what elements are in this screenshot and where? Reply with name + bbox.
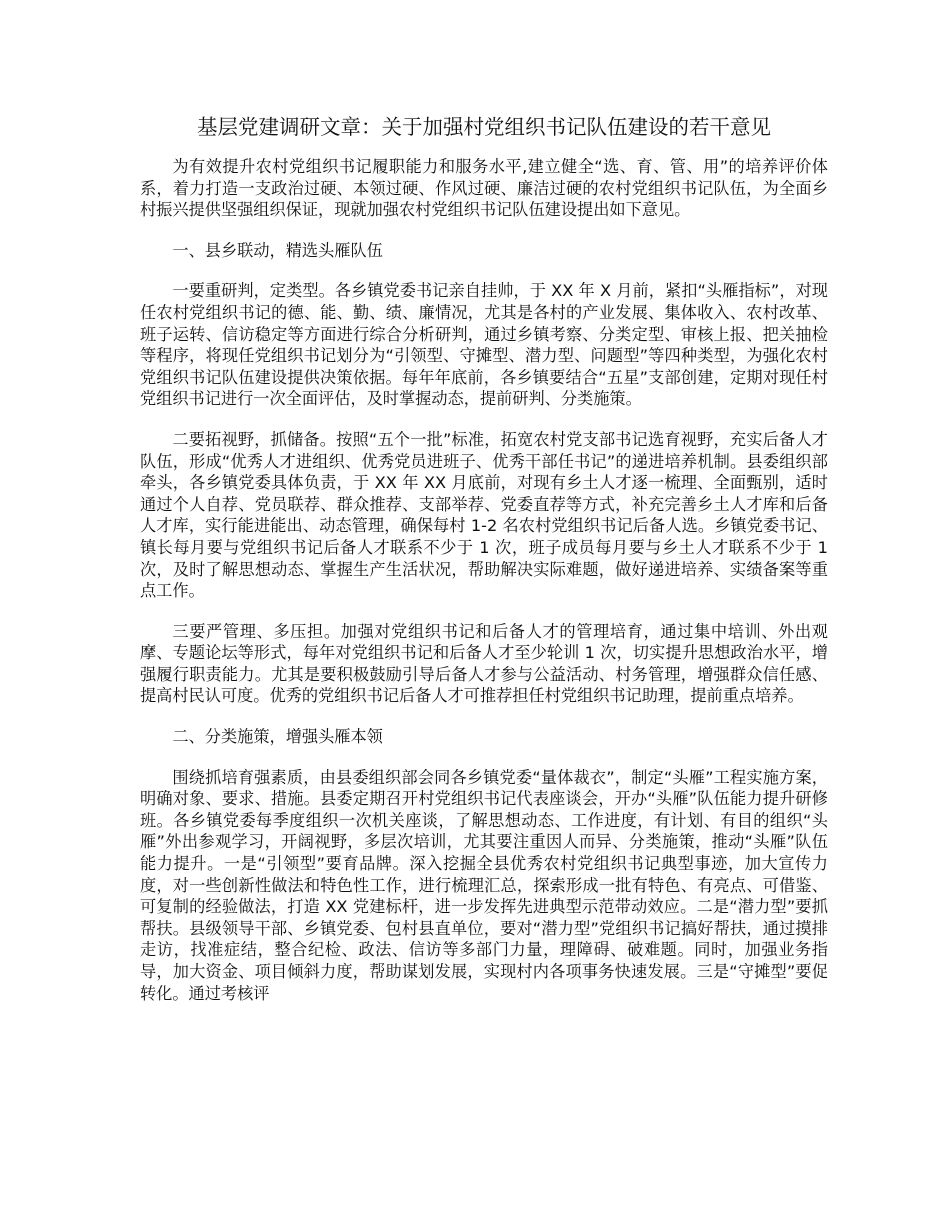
section1-paragraph-2: 二要拓视野，抓储备。按照“五个一批”标准，拓宽农村党支部书记选育视野，充实后备人才队伍，形成“优秀人才进组织、优秀党员进班子、优秀干部任书记”的递进培养机制。县委组织部牵头，各乡镇党委具体负责，于 XX 年 XX 月底前，对现有乡土人才逐一梳理、全面甄别，适时通过个人自荐、党员联荐、群众推荐、支部举荐、党委直荐等方式，补充完善乡土人才库和后备人才库，实行能进能出、动态管理，确保每村 1-2 名农村党组织书记后备人选。乡镇党委书记、镇长每月要与党组织书记后备人才联系不少于 1 次，班子成员每月要与乡土人才联系不少于 1 次，及时了解思想动态、掌握生产生活状况，帮助解决实际难题，做好递进培养、实绩备案等重点工作。 [140,429,828,601]
document-page [140,112,828,1023]
section1-paragraph-1: 一要重研判，定类型。各乡镇党委书记亲自挂帅，于 XX 年 X 月前，紧扣“头雁指标”，对现任农村党组织书记的德、能、勤、绩、廉情况，尤其是各村的产业发展、集体收入、农村改革、班子运转、信访稳定等方面进行综合分析研判，通过乡镇考察、分类定型、审核上报、把关抽检等程序，将现任党组织书记划分为“引领型、守摊型、潜力型、问题型”等四种类型，为强化农村党组织书记队伍建设提供决策依据。每年年底前，各乡镇要结合“五星”支部创建，定期对现任村党组织书记进行一次全面评估，及时掌握动态，提前研判、分类施策。 [140,281,828,409]
section2-paragraph-1: 围绕抓培育强素质，由县委组织部会同各乡镇党委“量体裁衣”，制定“头雁”工程实施方案，明确对象、要求、措施。县委定期召开村党组织书记代表座谈会，开办“头雁”队伍能力提升研修班。各乡镇党委每季度组织一次机关座谈，了解思想动态、工作进度，有计划、有目的组织“头雁”外出参观学习，开阔视野，多层次培训，尤其要注重因人而异、分类施策，推动“头雁”队伍能力提升。一是“引领型”要育品牌。深入挖掘全县优秀农村党组织书记典型事迹，加大宣传力度，对一些创新性做法和特色性工作，进行梳理汇总，探索形成一批有特色、有亮点、可借鉴、可复制的经验做法，打造 XX 党建标杆，进一步发挥先进典型示范带动效应。二是“潜力型”要抓帮扶。县级领导干部、乡镇党委、包村县直单位，要对“潜力型”党组织书记搞好帮扶，通过摸排走访，找准症结，整合纪检、政法、信访等多部门力量，理障碍、破难题。同时，加强业务指导，加大资金、项目倾斜力度，帮助谋划发展，实现村内各项事务快速发展。三是“守摊型”要促转化。通过考核评 [140,767,828,1003]
document-title: 基层党建调研文章：关于加强村党组织书记队伍建设的若干意见 [197,115,771,139]
section-heading-1: 一、县乡联动，精选头雁队伍 [172,240,383,260]
intro-paragraph: 为有效提升农村党组织书记履职能力和服务水平,建立健全“选、育、管、用”的培养评价体系，着力打造一支政治过硬、本领过硬、作风过硬、廉洁过硬的农村党组织书记队伍，为全面乡村振兴提供坚强组织保证，现就加强农村党组织书记队伍建设提出如下意见。 [140,157,828,220]
section-heading-2: 二、分类施策，增强头雁本领 [172,727,383,747]
section1-paragraph-3: 三要严管理、多压担。加强对党组织书记和后备人才的管理培育，通过集中培训、外出观摩、专题论坛等形式，每年对党组织书记和后备人才至少轮训 1 次，切实提升思想政治水平，增强履行职责能力。尤其是要积极鼓励引导后备人才参与公益活动、村务管理，增强群众信任感、提高村民认可度。优秀的党组织书记后备人才可推荐担任村党组织书记助理，提前重点培养。 [140,621,828,706]
